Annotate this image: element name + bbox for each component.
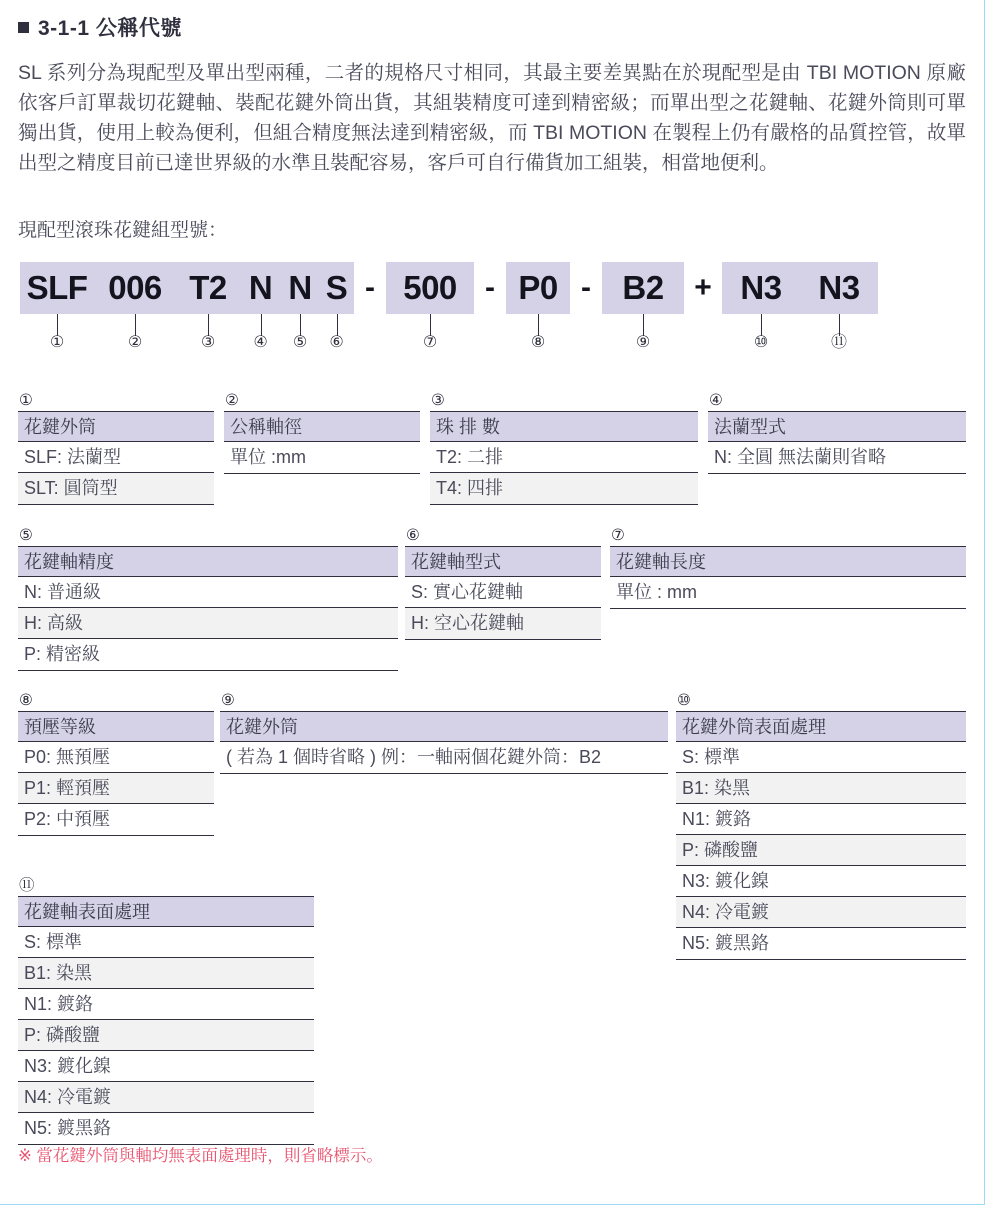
code-marker-cell [684, 314, 722, 362]
code-separator: - [365, 271, 375, 304]
leader-line [261, 314, 262, 336]
code-marker-cell [176, 314, 240, 362]
code-marker-cell [319, 314, 354, 362]
code-marker-number: ⑪ [830, 334, 848, 351]
option-table-header: 花鍵軸表面處理 [18, 897, 314, 927]
code-marker-cell [240, 314, 281, 362]
option-table-header: 公稱軸徑 [224, 412, 420, 442]
option-table-body [18, 411, 214, 505]
option-table-number: ⑧ [19, 692, 33, 709]
option-table-body [430, 411, 698, 505]
leader-line [643, 314, 644, 336]
code-segment: B2 [602, 262, 684, 314]
page-title [18, 12, 182, 42]
code-segment: N3 [722, 262, 800, 314]
leader-line [761, 314, 762, 336]
code-segment: S [319, 262, 354, 314]
code-marker-cell [386, 314, 474, 362]
option-table-row: N: 普通級 [18, 577, 398, 608]
code-marker-cell [570, 314, 602, 362]
leader-line [430, 314, 431, 336]
option-table-body [676, 711, 966, 960]
option-table-row: N5: 鍍黑鉻 [676, 928, 966, 959]
option-table-row: N5: 鍍黑鉻 [18, 1113, 314, 1144]
option-table-body [18, 546, 398, 671]
option-table [405, 527, 601, 640]
model-code-leaders [20, 314, 878, 362]
option-table-row: SLF: 法蘭型 [18, 442, 214, 473]
option-table-number: ④ [709, 392, 723, 409]
option-table-row: N3: 鍍化鎳 [676, 866, 966, 897]
option-table-row: 單位 :mm [224, 442, 420, 473]
option-table-row: T4: 四排 [430, 473, 698, 504]
option-table-body [610, 546, 966, 609]
option-table-row: N1: 鍍鉻 [676, 804, 966, 835]
option-table-row: P0: 無預壓 [18, 742, 214, 773]
option-table-header: 花鍵軸長度 [610, 547, 966, 577]
option-table-body [708, 411, 966, 474]
option-table-body [18, 896, 314, 1145]
option-table [18, 692, 214, 836]
option-table-header: 花鍵外筒 [220, 712, 668, 742]
option-table-header: 花鍵軸精度 [18, 547, 398, 577]
option-table-header: 花鍵軸型式 [405, 547, 601, 577]
option-table-row: P: 精密級 [18, 639, 398, 670]
model-code-subtitle: 現配型滾珠花鍵組型號： [18, 220, 228, 241]
code-marker-number: ⑥ [329, 334, 344, 351]
code-marker-cell [506, 314, 570, 362]
option-table-row: SLT: 圓筒型 [18, 473, 214, 504]
option-table-header: 預壓等級 [18, 712, 214, 742]
option-table-row: P: 磷酸鹽 [676, 835, 966, 866]
code-marker-number: ③ [200, 334, 216, 351]
option-table-row: P: 磷酸鹽 [18, 1020, 314, 1051]
code-marker-cell [602, 314, 684, 362]
option-table [676, 692, 966, 960]
option-table [610, 527, 966, 609]
option-table-row: N4: 冷電鍍 [676, 897, 966, 928]
code-separator: + [694, 271, 712, 304]
option-table-header: 花鍵外筒表面處理 [676, 712, 966, 742]
leader-line [839, 314, 840, 336]
page-title-text: 3-1-1 公稱代號 [38, 17, 182, 40]
option-table-body [224, 411, 420, 474]
option-table-number: ⑤ [19, 527, 33, 544]
code-marker-number: ⑦ [422, 334, 438, 351]
code-marker-cell [354, 314, 386, 362]
option-table-row: N: 全圓 無法蘭則省略 [708, 442, 966, 473]
option-table-body [405, 546, 601, 640]
bullet-square-icon [18, 22, 29, 33]
code-marker-number: ⑤ [292, 334, 308, 351]
option-table [18, 527, 398, 671]
option-table-number: ⑨ [221, 692, 235, 709]
code-marker-number: ④ [253, 334, 268, 351]
option-table-row: ( 若為 1 個時省略 ) 例：一軸兩個花鍵外筒：B2 [220, 742, 668, 773]
code-marker-number: ① [49, 334, 65, 351]
code-marker-cell [281, 314, 319, 362]
option-table-row: P2: 中預壓 [18, 804, 214, 835]
option-table-row: S: 標準 [676, 742, 966, 773]
option-table-row: T2: 二排 [430, 442, 698, 473]
code-marker-cell [800, 314, 878, 362]
option-table [18, 392, 214, 505]
code-segment: N3 [800, 262, 878, 314]
code-marker-cell [722, 314, 800, 362]
leader-line [57, 314, 58, 336]
leader-line [135, 314, 136, 336]
option-table-row: H: 空心花鍵軸 [405, 608, 601, 639]
code-segment: P0 [506, 262, 570, 314]
option-table-header: 珠 排 數 [430, 412, 698, 442]
option-table-number: ② [225, 392, 239, 409]
code-segment: 500 [386, 262, 474, 314]
leader-line [538, 314, 539, 336]
option-table-number: ⑪ [19, 877, 35, 894]
option-table-header: 花鍵外筒 [18, 412, 214, 442]
code-marker-cell [94, 314, 176, 362]
footnote-note: ※ 當花鍵外筒與軸均無表面處理時，則省略標示。 [18, 1147, 383, 1165]
option-table [708, 392, 966, 474]
code-segment: T2 [176, 262, 240, 314]
leader-line [208, 314, 209, 336]
option-table-row: H: 高級 [18, 608, 398, 639]
code-segment: SLF [20, 262, 94, 314]
leader-line [300, 314, 301, 336]
option-table-row: S: 標準 [18, 927, 314, 958]
option-table-number: ⑥ [406, 527, 420, 544]
option-table-row: N1: 鍍鉻 [18, 989, 314, 1020]
code-separator: - [485, 271, 495, 304]
option-table-row: B1: 染黑 [676, 773, 966, 804]
option-table-row: N3: 鍍化鎳 [18, 1051, 314, 1082]
code-marker-number: ⑨ [635, 334, 651, 351]
code-marker-number: ⑩ [753, 334, 769, 351]
code-marker-number: ⑧ [530, 334, 546, 351]
option-table-body [220, 711, 668, 774]
intro-paragraph: SL 系列分為現配型及單出型兩種，二者的規格尺寸相同，其最主要差異點在於現配型是由 TBI MOTION 原廠依客戶訂單裁切花鍵軸、裝配花鍵外筒出貨，其組裝精度可達到精密級；而單出型之花鍵軸、花鍵外筒則可單獨出貨，使用上較為便利，但組合精度無法達到精密級，而 TBI MOTION 在製程上仍有嚴格的品質控管，故單出型之精度目前已達世界級的水準且裝配容易，客戶可自行備貨加工組裝，相當地便利。 [18, 62, 966, 174]
option-table-number: ⑩ [677, 692, 691, 709]
code-separator: - [581, 271, 591, 304]
code-marker-cell [20, 314, 94, 362]
option-table-row: P1: 輕預壓 [18, 773, 214, 804]
option-table-header: 法蘭型式 [708, 412, 966, 442]
option-table-number: ③ [431, 392, 445, 409]
option-table [430, 392, 698, 505]
option-table-body [18, 711, 214, 836]
code-segment: N [240, 262, 281, 314]
code-segment: 006 [94, 262, 176, 314]
option-table [220, 692, 668, 774]
code-marker-number: ② [127, 334, 143, 351]
leader-line [337, 314, 338, 336]
option-table [18, 877, 314, 1145]
code-segment: N [281, 262, 319, 314]
code-marker-cell [474, 314, 506, 362]
option-table-row: B1: 染黑 [18, 958, 314, 989]
model-code-bar [20, 262, 878, 314]
option-table-row: S: 實心花鍵軸 [405, 577, 601, 608]
option-table [224, 392, 420, 474]
option-table-number: ⑦ [611, 527, 625, 544]
option-table-row: N4: 冷電鍍 [18, 1082, 314, 1113]
option-table-number: ① [19, 392, 33, 409]
option-table-row: 單位 : mm [610, 577, 966, 608]
